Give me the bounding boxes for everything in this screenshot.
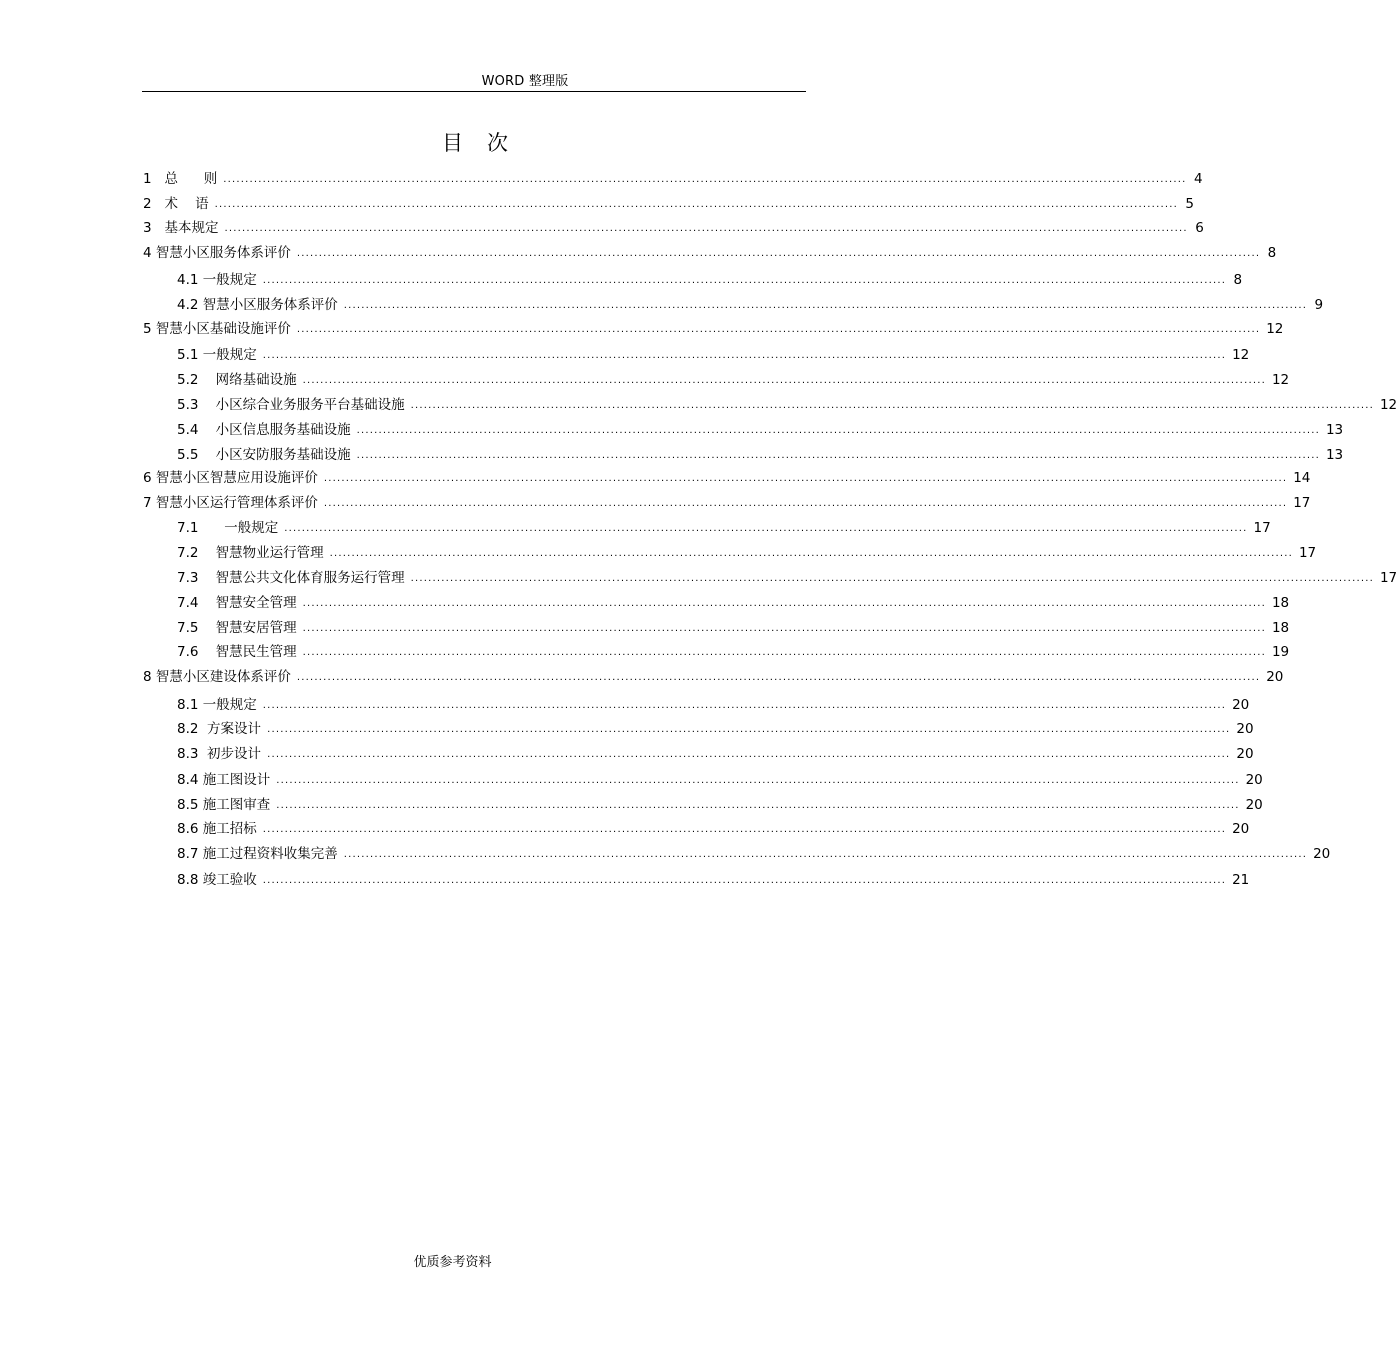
toc-entry-page-number: 14 [1293,470,1311,486]
toc-entry[interactable] [177,446,1344,466]
toc-entry-label: 1 总 则 [143,171,218,187]
toc-entry-label: 8.5 施工图审查 [177,797,271,813]
dot-leader: ............................................................................................................................................................................................................................ [223,174,1187,185]
toc-entry[interactable] [143,469,1311,489]
toc-entry-label: 5.5 小区安防服务基础设施 [177,447,351,463]
toc-entry[interactable] [177,421,1344,441]
toc-entry[interactable] [177,569,1397,589]
dot-leader: ............................................................................................................................................................................................................................ [262,350,1227,361]
toc-entry-page-number: 12 [1266,321,1284,337]
toc-entry-label: 8.6 施工招标 [177,821,257,837]
toc-entry-page-number: 5 [1185,196,1194,212]
toc-entry[interactable] [143,170,1203,190]
dot-leader: ............................................................................................................................................................................................................................ [302,598,1266,609]
dot-leader: ............................................................................................................................................................................................................................ [296,324,1261,335]
dot-leader: ............................................................................................................................................................................................................................ [262,875,1227,886]
dot-leader: ............................................................................................................................................................................................................................ [356,450,1320,461]
toc-entry[interactable] [143,195,1194,215]
dot-leader: ............................................................................................................................................................................................................................ [410,573,1374,584]
toc-entry-page-number: 8 [1233,272,1243,288]
toc-entry-page-number: 21 [1232,872,1250,888]
dot-leader: ............................................................................................................................................................................................................................ [410,400,1374,411]
toc-entry-label: 8.3 初步设计 [177,746,262,762]
toc-entry-label: 5 智慧小区基础设施评价 [143,321,291,337]
toc-entry[interactable] [177,544,1317,564]
toc-entry-label: 4 智慧小区服务体系评价 [143,245,291,261]
dot-leader: ............................................................................................................................................................................................................................ [276,800,1240,811]
toc-entry-label: 7 智慧小区运行管理体系评价 [143,495,318,511]
toc-entry-label: 7.2 智慧物业运行管理 [177,545,324,561]
toc-entry-page-number: 20 [1236,721,1254,737]
toc-entry[interactable] [143,320,1284,340]
toc-title: 目次 [442,131,532,155]
toc-entry-page-number: 19 [1271,644,1290,660]
dot-leader: ............................................................................................................................................................................................................................ [267,749,1231,760]
toc-entry-label: 6 智慧小区智慧应用设施评价 [143,470,318,486]
toc-entry-page-number: 17 [1293,495,1311,511]
toc-entry-page-number: 20 [1232,821,1250,837]
toc-entry-label: 8.2 方案设计 [177,721,262,737]
toc-entry-label: 8.8 竣工验收 [177,872,257,888]
toc-entry[interactable] [177,371,1290,391]
dot-leader: ............................................................................................................................................................................................................................ [302,375,1266,386]
toc-entry-page-number: 17 [1298,545,1317,561]
dot-leader: ............................................................................................................................................................................................................................ [356,425,1320,436]
page-header [0,70,950,89]
dot-leader: ............................................................................................................................................................................................................................ [302,647,1266,658]
toc-entry-page-number: 20 [1313,846,1331,862]
dot-leader: ............................................................................................................................................................................................................................ [276,775,1240,786]
toc-entry[interactable] [177,820,1250,840]
toc-entry[interactable] [143,219,1204,239]
toc-entry-page-number: 4 [1193,171,1203,187]
toc-entry-page-number: 17 [1379,570,1397,586]
toc-entry[interactable] [177,271,1243,291]
toc-entry[interactable] [177,619,1290,639]
toc-entry-page-number: 18 [1271,595,1290,611]
header-divider [142,91,806,92]
toc-entry-page-number: 18 [1271,620,1290,636]
dot-leader: ............................................................................................................................................................................................................................ [224,223,1188,234]
toc-entry-label: 7.4 智慧安全管理 [177,595,297,611]
dot-leader: ............................................................................................................................................................................................................................ [296,248,1261,259]
dot-leader: ............................................................................................................................................................................................................................ [323,473,1288,484]
toc-entry-label: 2 术 语 [143,196,209,212]
footer-text: 优质参考资料 [413,1255,492,1270]
dot-leader: ............................................................................................................................................................................................................................ [214,199,1178,210]
toc-entry-label: 5.1 一般规定 [177,347,257,363]
toc-entry[interactable] [177,871,1250,891]
toc-entry[interactable] [177,594,1290,614]
dot-leader: ............................................................................................................................................................................................................................ [262,700,1227,711]
toc-entry-label: 3 基本规定 [143,220,219,236]
toc-entry-label: 5.3 小区综合业务服务平台基础设施 [177,397,405,413]
toc-entry[interactable] [177,745,1254,765]
toc-entry-page-number: 13 [1325,447,1344,463]
toc-entry-page-number: 20 [1245,797,1263,813]
toc-entry-page-number: 17 [1253,520,1271,536]
toc-entry-page-number: 20 [1245,772,1263,788]
dot-leader: ............................................................................................................................................................................................................................ [343,849,1308,860]
toc-entry-label: 8.1 一般规定 [177,697,257,713]
dot-leader: ............................................................................................................................................................................................................................ [302,623,1266,634]
toc-entry-page-number: 9 [1314,297,1324,313]
header-text: WORD 整理版 [481,74,569,89]
toc-entry-page-number: 12 [1271,372,1290,388]
toc-entry-page-number: 13 [1325,422,1344,438]
toc-entry-label: 7.6 智慧民生管理 [177,644,297,660]
toc-entry[interactable] [143,494,1311,514]
toc-entry[interactable] [143,668,1284,688]
toc-entry-page-number: 8 [1267,245,1277,261]
toc-entry-label: 8.7 施工过程资料收集完善 [177,846,338,862]
toc-entry-label: 5.2 网络基础设施 [177,372,297,388]
toc-entry[interactable] [177,519,1271,539]
toc-entry-label: 4.1 一般规定 [177,272,257,288]
toc-entry[interactable] [177,845,1331,865]
toc-entry-label: 5.4 小区信息服务基础设施 [177,422,351,438]
dot-leader: ............................................................................................................................................................................................................................ [323,498,1288,509]
toc-entry-page-number: 12 [1232,347,1250,363]
toc-entry[interactable] [177,296,1324,316]
toc-entry[interactable] [177,346,1250,366]
dot-leader: ............................................................................................................................................................................................................................ [262,824,1227,835]
toc-entry-label: 8.4 施工图设计 [177,772,271,788]
toc-entry-page-number: 12 [1379,397,1397,413]
toc-entry[interactable] [177,643,1290,663]
toc-entry[interactable] [177,796,1263,816]
dot-leader: ............................................................................................................................................................................................................................ [267,724,1231,735]
toc-entry-label: 7.3 智慧公共文化体育服务运行管理 [177,570,405,586]
toc-entry-page-number: 6 [1195,220,1204,236]
toc-entry-page-number: 20 [1266,669,1284,685]
toc-entry[interactable] [177,720,1254,740]
dot-leader: ............................................................................................................................................................................................................................ [296,672,1261,683]
toc-entry[interactable] [177,771,1263,791]
toc-entry-page-number: 20 [1236,746,1254,762]
dot-leader: ............................................................................................................................................................................................................................ [329,548,1293,559]
toc-entry-label: 8 智慧小区建设体系评价 [143,669,291,685]
page-footer [0,1251,950,1270]
toc-entry-label: 7.5 智慧安居管理 [177,620,297,636]
toc-entry-page-number: 20 [1232,697,1250,713]
toc-entry[interactable] [177,396,1397,416]
dot-leader: ............................................................................................................................................................................................................................ [343,300,1308,311]
dot-leader: ............................................................................................................................................................................................................................ [262,275,1227,286]
toc-entry[interactable] [177,696,1250,716]
toc-entry-label: 7.1 一般规定 [177,520,279,536]
dot-leader: ............................................................................................................................................................................................................................ [284,523,1248,534]
toc-entry[interactable] [143,244,1277,264]
toc-entry-label: 4.2 智慧小区服务体系评价 [177,297,338,313]
